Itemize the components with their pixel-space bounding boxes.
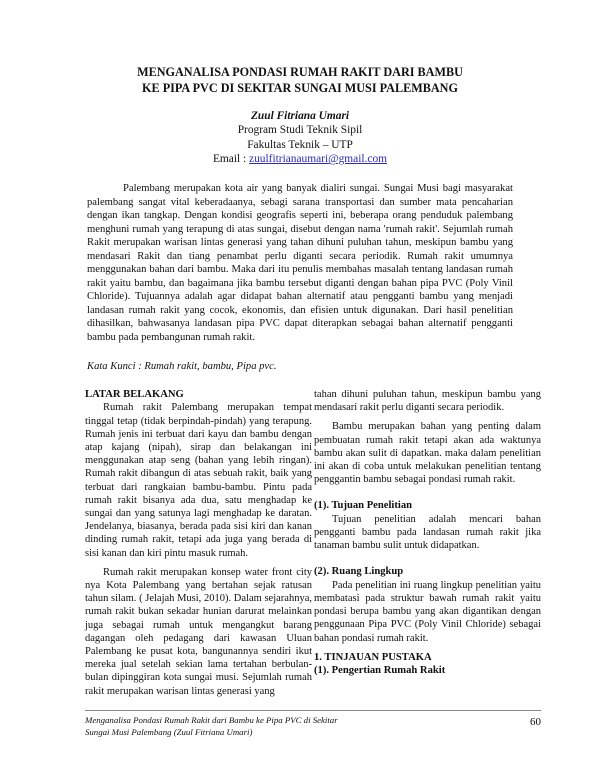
author-block <box>80 109 520 167</box>
author-program: Program Studi Teknik Sipil <box>237 124 363 137</box>
paragraph: Rumah rakit merupakan konsep water front city nya Kota Palembang yang bertahan sejak ratusan tahun silam. ( Jelajah Musi, 2010). Dalam sejarahnya, rumah rakit bukan sekadar hunian darurat melainkan juga sebagai rumah untuk mengangkut barang dagangan oleh pedagang dari kawasan Uluan Palembang ke pusat kota, bangunannya sendiri ikut mereka jual setelah sekian lama tertahan berbulan-bulan dipinggiran kota sungai musi. Sejumlah rumah rakit merupakan warisan lintas generasi yang <box>85 566 312 697</box>
left-column <box>85 388 312 698</box>
abstract <box>87 182 513 344</box>
right-column <box>314 388 541 678</box>
section-heading-pengertian: (1). Pengertian Rumah Rakit <box>314 665 446 677</box>
footer-line-1: Menganalisa Pondasi Rumah Rakit dari Bambu ke Pipa PVC di Sekitar <box>85 715 338 725</box>
section-heading-ruang-lingkup: (2). Ruang Lingkup <box>314 566 404 578</box>
title-line-2: KE PIPA PVC DI SEKITAR SUNGAI MUSI PALEMBANG <box>142 81 458 95</box>
paper-title <box>80 64 520 96</box>
email-link[interactable]: zuulfitrianaumari@gmail.com <box>249 153 388 166</box>
section-heading-tujuan: (1). Tujuan Penelitian <box>314 500 413 512</box>
email-label: Email : <box>212 153 250 166</box>
paragraph: Bambu merupakan bahan yang penting dalam pembuatan rumah rakit tetapi akan ada waktunya bambu akan sulit di dapatkan. maka dalam penelitian ini akan di coba untuk melakukan penelitian tentang penggantin bambu sebagai pondasi rumah rakit. <box>314 421 541 486</box>
paragraph: Tujuan penelitian adalah mencari bahan pengganti bambu pada landasan rumah rakit jika tanaman bambu sulit untuk didapatkan. <box>314 513 541 552</box>
author-name: Zuul Fitriana Umari <box>250 110 350 122</box>
footer-line-2: Sungai Musi Palembang (Zuul Fitriana Umari) <box>85 726 253 737</box>
running-footer <box>85 715 415 738</box>
paragraph: Rumah rakit Palembang merupakan tempat tinggal tetap (tidak berpindah-pindah) yang terapung. Rumah jenis ini terbuat dari kayu dan bambu dengan atap kajang (nipah), sirap dan belakangan ini menggunakan atap seng (bahan yang lebih ringan). Rumah rakit dibangun di atas sebuah rakit, baik yang terbuat dari rangkaian bambu-bambu. Pintu pada rumah rakit bisanya ada dua, satu menghadap ke sungai dan yang satunya lagi menghadap ke daratan. Jendelanya, biasanya, berada pada sisi kiri dan kanan dinding rumah rakit, tetapi ada juga yang berada di sisi kanan dan kiri pintu masuk rumah. <box>85 402 312 559</box>
title-line-1: MENGANALISA PONDASI RUMAH RAKIT DARI BAMBU <box>137 65 463 79</box>
section-heading-tinjauan-pustaka: 1. TINJAUAN PUSTAKA <box>314 651 432 663</box>
author-email-line <box>80 152 520 166</box>
abstract-text: Palembang merupakan kota air yang banyak dialiri sungai. Sungai Musi bagi masyarakat palembang sangat vital keberadaanya, sebagi sarana transportasi dan sumber mata pencaharian dengan ikan tangkap. Dengan kondisi geografis seperti ini, beberapa orang penduduk palembang menghuni rumah yang terapung di atas sungai, disebut dengan nama 'rumah rakit'. Sejumlah rumah Rakit merupakan warisan lintas generasi yang tahan dihuni puluhan tahun, meskipun bambu yang mendasari Rakit dan tiang penambat perlu diganti secara periodik. Rumah rakit umumnya menggunakan bahan dari bambu. Maka dari itu penulis membahas masalah tentang landasan rumah rakit yaitu bambu, dan bagaimana jika bambu tersebut diganti dengan bahan pipa PVC (Poly Vinil Chloride). Tujuannya adalah agar didapat bahan alternatif atau pengganti bambu yang menjadi landasan rumah rakit yang cocok, ekonomis, dan efisien untuk digunakan. Dari hasil penelitian dihasilkan, bahwasanya landasan pipa PVC dapat diterapkan sebagai bahan alternatif pengganti bambu pada pembangunan rumah rakit. <box>87 183 513 343</box>
author-faculty: Fakultas Teknik – UTP <box>247 138 353 151</box>
footer-divider <box>85 710 541 711</box>
paragraph: Pada penelitian ini ruang lingkup penelitian yaitu membatasi pada struktur bawah rumah rakit yaitu pondasi berupa bambu yang akan digantikan dengan penggunaan Pipa PVC (Poly Vinil Chloride) sebagai bahan pondasi rumah rakit. <box>314 579 541 644</box>
page-number: 60 <box>530 716 541 728</box>
keywords: Kata Kunci : Rumah rakit, bambu, Pipa pvc. <box>87 361 277 372</box>
section-heading-latar-belakang: LATAR BELAKANG <box>85 389 184 400</box>
paragraph: tahan dihuni puluhan tahun, meskipun bambu yang mendasari rakit perlu diganti secara periodik. <box>314 389 541 414</box>
